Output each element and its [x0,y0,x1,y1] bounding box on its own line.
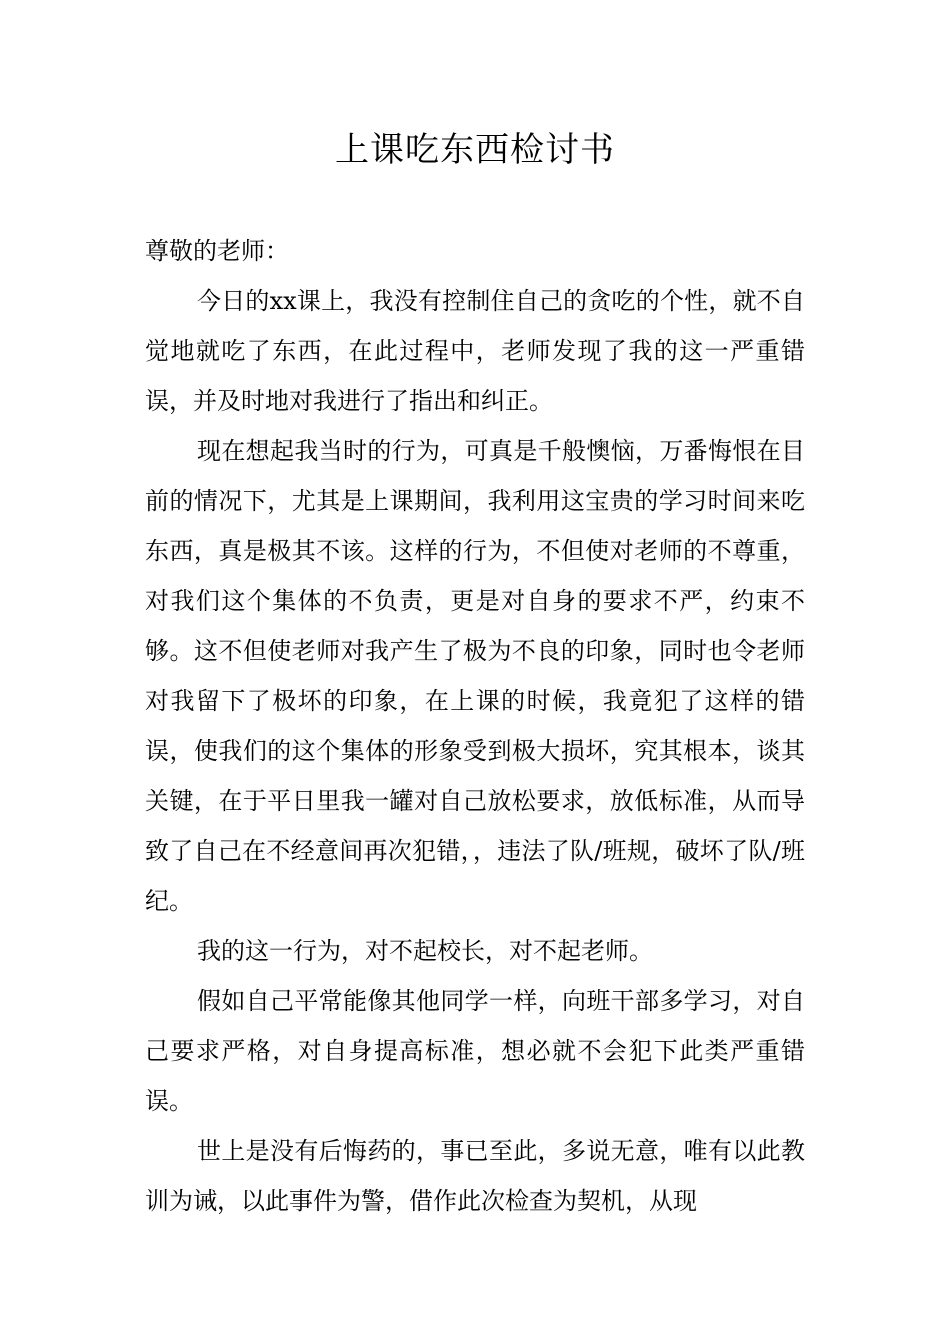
paragraph-3: 我的这一行为，对不起校长，对不起老师。 [197,937,653,965]
paragraph-5: 世上是没有后悔药的，事已至此，多说无意，唯有以此教训为诫，以此事件为警，借作此次检查为契机，从现 [145,1137,805,1215]
paragraph-4: 假如自己平常能像其他同学一样，向班干部多学习，对自己要求严格，对自身提高标准，想必就不会犯下此类严重错误。 [145,987,805,1115]
paragraph-1: 今日的xx课上，我没有控制住自己的贪吃的个性，就不自觉地就吃了东西，在此过程中，老师发现了我的这一严重错误，并及时地对我进行了指出和纠正。 [145,287,805,415]
document-body [145,226,805,1226]
document-title: 上课吃东西检讨书 [335,130,615,170]
paragraph-2: 现在想起我当时的行为，可真是千般懊恼，万番悔恨在目前的情况下，尤其是上课期间，我利用这宝贵的学习时间来吃东西，真是极其不该。这样的行为，不但使对老师的不尊重，对我们这个集体的不负责，更是对自身的要求不严，约束不够。这不但使老师对我产生了极为不良的印象，同时也令老师对我留下了极坏的印象，在上课的时候，我竟犯了这样的错误，使我们的这个集体的形象受到极大损坏，究其根本，谈其关键，在于平日里我一罐对自己放松要求，放低标准，从而导致了自己在不经意间再次犯错，，违法了队/班规，破坏了队/班纪。 [145,437,805,915]
salutation: 尊敬的老师： [145,237,289,265]
